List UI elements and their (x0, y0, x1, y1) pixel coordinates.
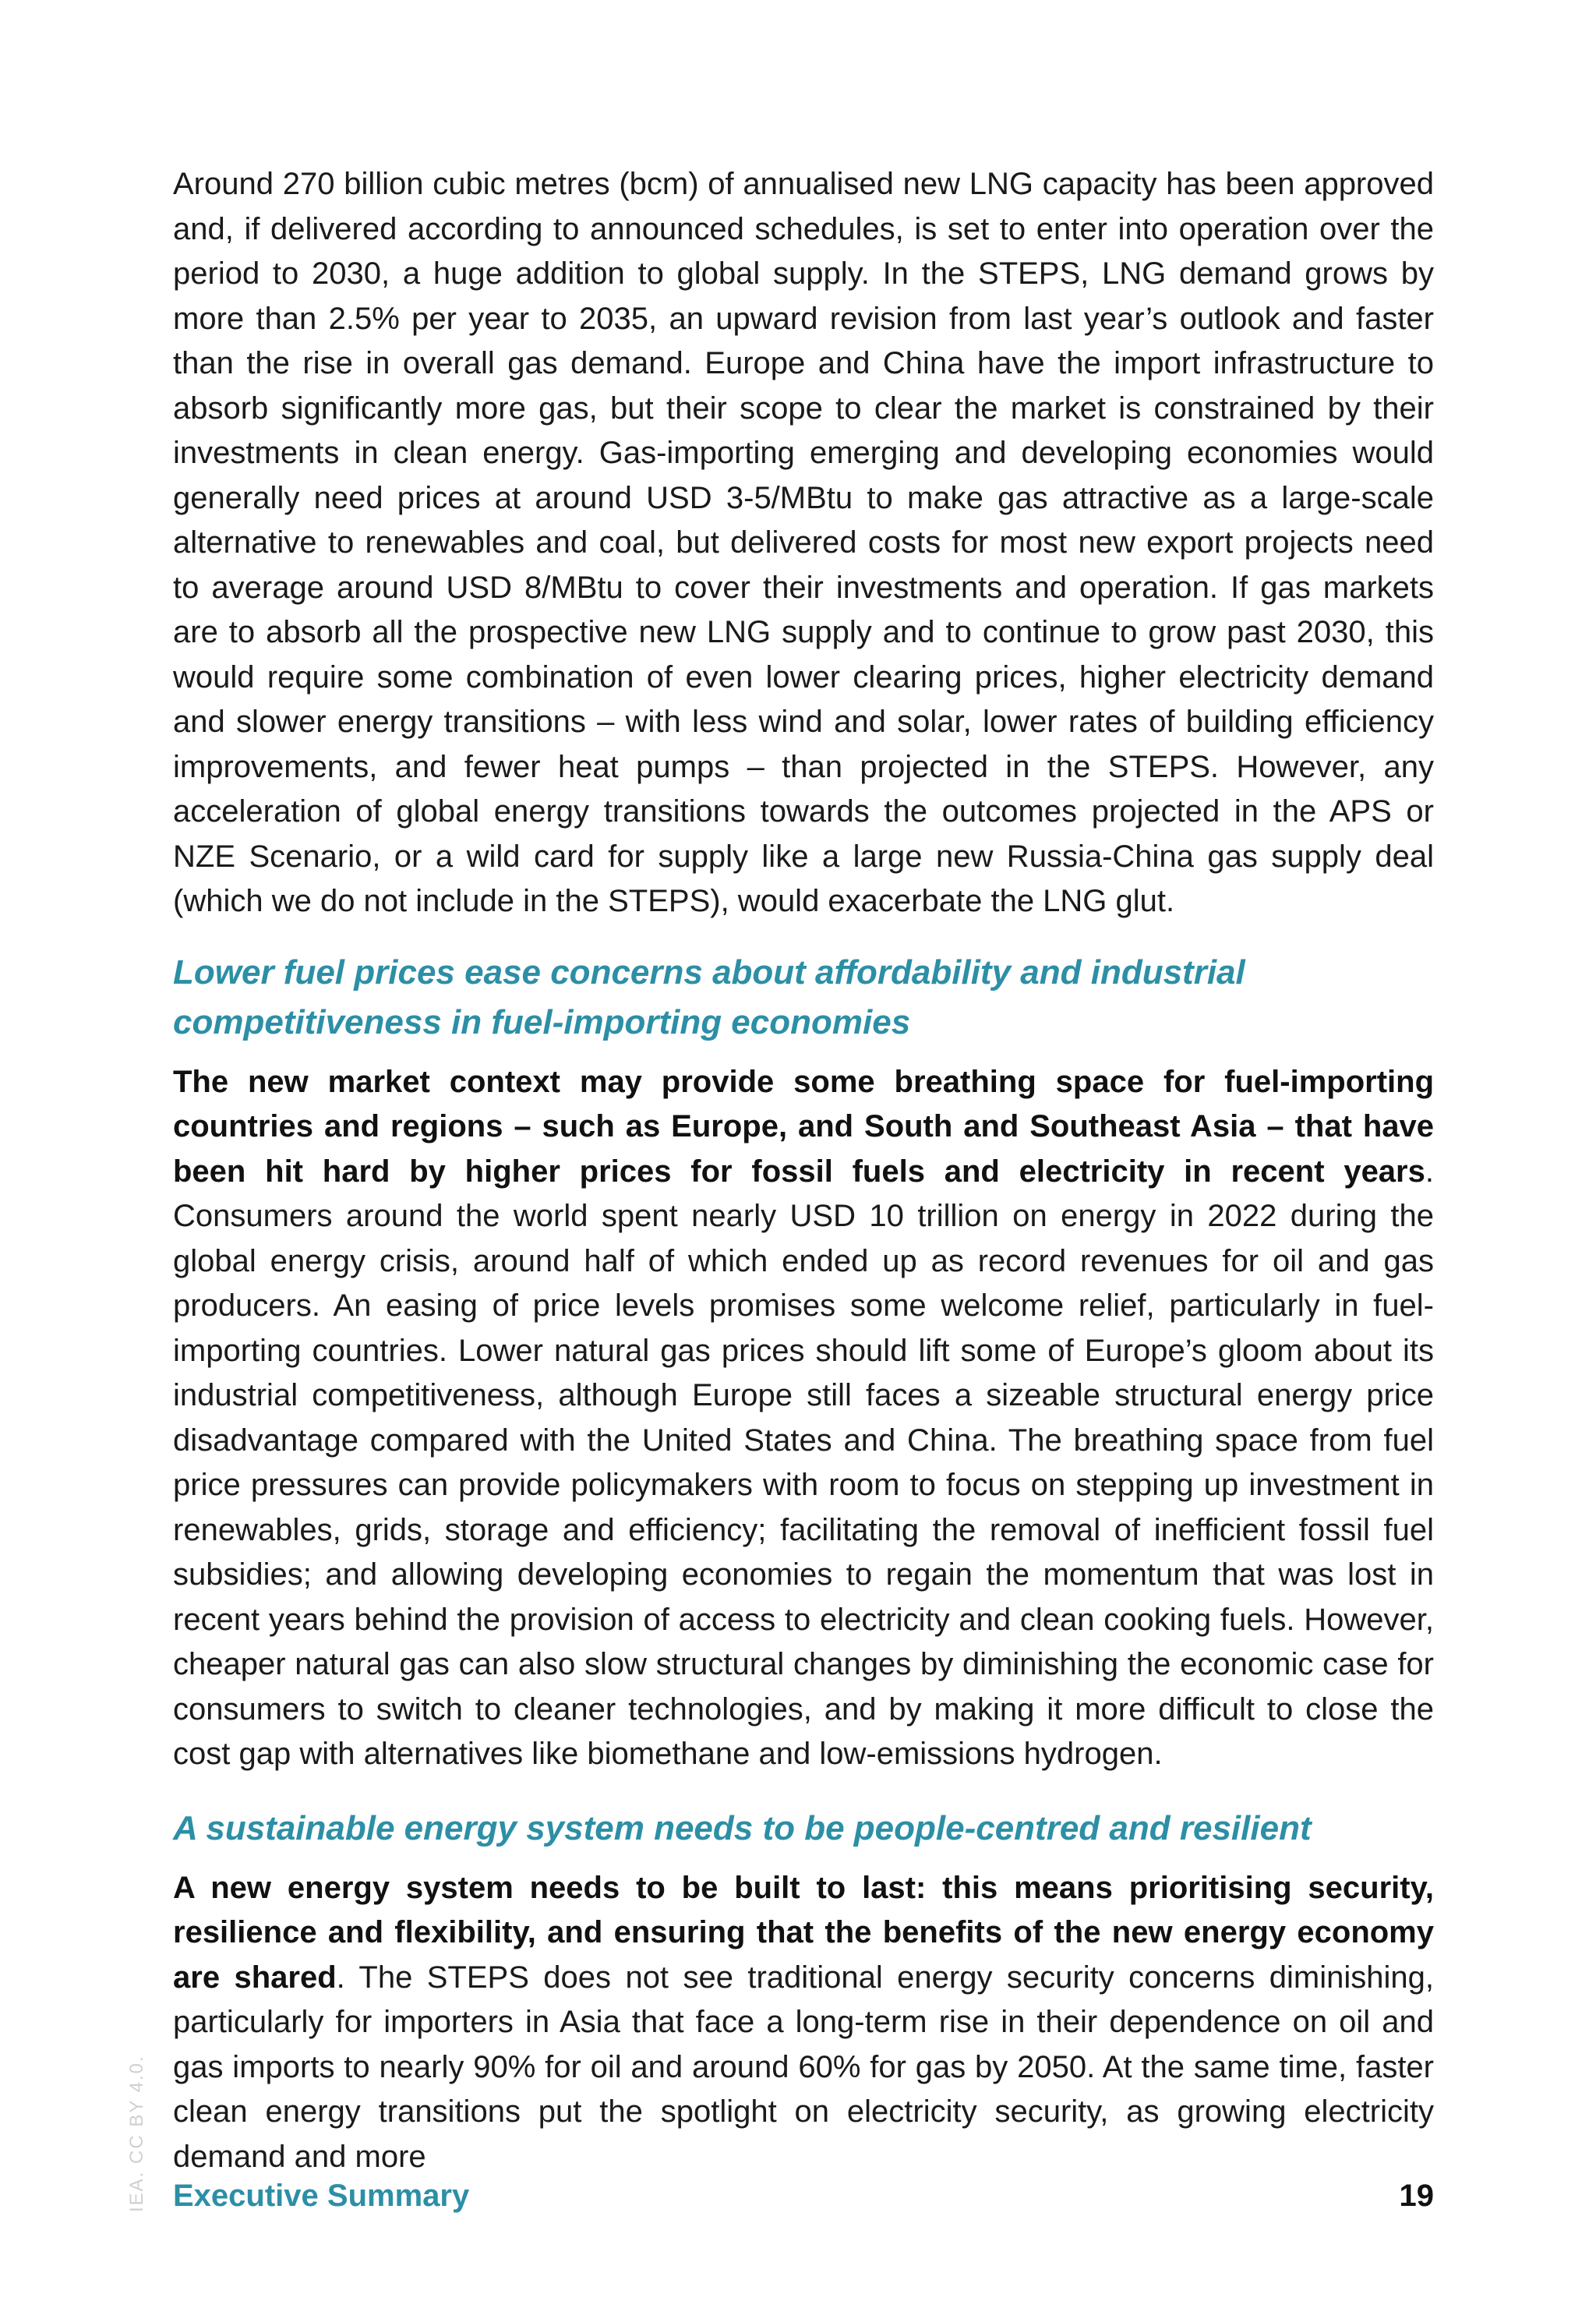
section-heading-fuel-prices: Lower fuel prices ease concerns about affordability and industrial competitiveness in fuel-importing economies (173, 953, 1245, 1041)
section-heading-sustainable-system: A sustainable energy system needs to be people-centred and resilient (173, 1808, 1312, 1847)
body-paragraph-energy-security (173, 1866, 1434, 2180)
body-paragraph-market-context (173, 1060, 1434, 1777)
page-footer (173, 2179, 1434, 2214)
paragraph-lead-bold: The new market context may provide some breathing space for fuel-importing countries and regions – such as Europe, and South and Southeast Asia – that have been hit hard by higher prices for fossil fuels and electricity in recent years (173, 1064, 1434, 1189)
page-number: 19 (1399, 2179, 1434, 2213)
footer-section-title: Executive Summary (173, 2179, 470, 2213)
body-paragraph-lng-supply: Around 270 billion cubic metres (bcm) of annualised new LNG capacity has been approved and, if delivered according to announced schedules, is set to enter into operation over the period to 2030, a huge addition to global supply. In the STEPS, LNG demand grows by more than 2.5% per year to 2035, an upward revision from last year’s outlook and faster than the rise in overall gas demand. Europe and China have the import infrastructure to absorb significantly more gas, but their scope to clear the market is constrained by their investments in clean energy. Gas-importing emerging and developing economies would generally need prices at around USD 3-5/MBtu to make gas attractive as a large-scale alternative to renewables and coal, but delivered costs for most new export projects need to average around USD 8/MBtu to cover their investments and operation. If gas markets are to absorb all the prospective new LNG supply and to continue to grow past 2030, this would require some combination of even lower clearing prices, higher electricity demand and slower energy transitions – with less wind and solar, lower rates of building efficiency improvements, and fewer heat pumps – than projected in the STEPS. However, any acceleration of global energy transitions towards the outcomes projected in the APS or NZE Scenario, or a wild card for supply like a large new Russia-China gas supply deal (which we do not include in the STEPS), would exacerbate the LNG glut. (173, 167, 1434, 918)
paragraph-body: . The STEPS does not see traditional energy security concerns diminishing, particularly for importers in Asia that face a long-term rise in their dependence on oil and gas imports to nearly 90% for oil and around 60% for gas by 2050. At the same time, faster clean energy transitions put the spotlight on electricity security, as growing electricity demand and more (173, 1960, 1435, 2174)
license-watermark: IEA. CC BY 4.0. (126, 2055, 147, 2212)
paragraph-body: . Consumers around the world spent nearly USD 10 trillion on energy in 2022 during the global energy crisis, around half of which ended up as record revenues for oil and gas producers. An easing of price levels promises some welcome relief, particularly in fuel-importing countries. Lower natural gas prices should lift some of Europe’s gloom about its industrial competitiveness, although Europe still faces a sizeable structural energy price disadvantage compared with the United States and China. The breathing space from fuel price pressures can provide policymakers with room to focus on stepping up investment in renewables, grids, storage and efficiency; facilitating the removal of inefficient fossil fuel subsidies; and allowing developing economies to regain the momentum that was lost in recent years behind the provision of access to electricity and clean cooking fuels. However, cheaper natural gas can also slow structural changes by diminishing the economic case for consumers to switch to cleaner technologies, and by making it more difficult to close the cost gap with alternatives like biomethane and low-emissions hydrogen. (173, 1154, 1434, 1771)
page-content (173, 162, 1434, 2179)
paragraph-lead-bold: A new energy system needs to be built to last: this means prioritising security, resilience and flexibility, and ensuring that the benefits of the new energy economy are shared (173, 1870, 1434, 1995)
